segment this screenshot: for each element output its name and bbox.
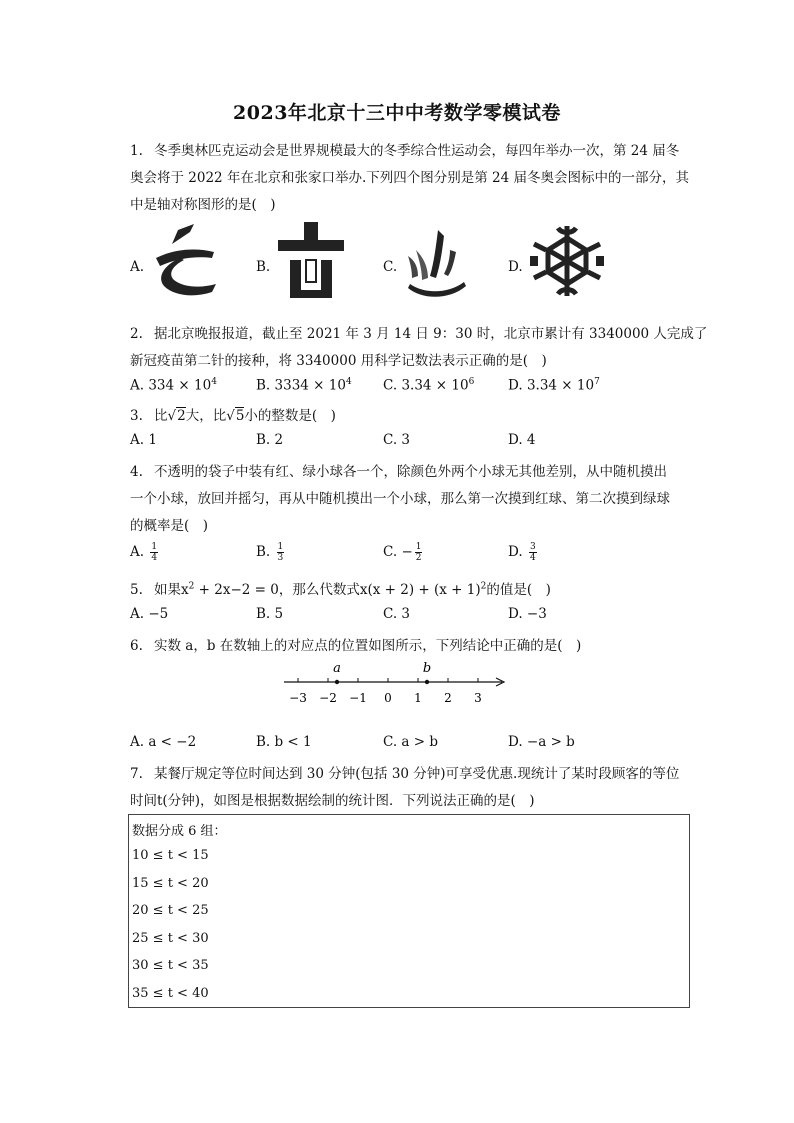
q1-option-a-label: A. xyxy=(130,259,145,275)
q1-line1 xyxy=(130,139,679,159)
q7-line1 xyxy=(130,762,679,782)
point-label-b: b xyxy=(422,661,432,676)
q7-text-1: 某餐厅规定等位时间达到 30 分钟(包括 30 分钟)可享受优惠.现统计了某时段顾客的等位 xyxy=(154,766,680,782)
q5-option-b: B. 5 xyxy=(256,606,284,622)
group-row: 30 ≤ t < 35 xyxy=(132,958,209,973)
page-title: 2023年北京十三中中考数学零模试卷 xyxy=(233,102,561,124)
q3-number: 3. xyxy=(130,408,143,424)
axis-tick-label: 1 xyxy=(414,691,422,705)
q1-line3: 中是轴对称图形的是( ) xyxy=(130,197,276,213)
q3-option-a: A. 1 xyxy=(130,432,157,448)
q4-number: 4. xyxy=(130,464,143,480)
axis-tick-label: 3 xyxy=(474,691,482,705)
q2-option-c: C. $3.34 \times 10^6$ xyxy=(383,377,475,394)
q2-number: 2. xyxy=(130,326,143,342)
q7-number: 7. xyxy=(130,766,143,782)
q1-text-1: 冬季奥林匹克运动会是世界规模最大的冬季综合性运动会，每四年举办一次，第 24 届冬 xyxy=(154,143,680,159)
q2-line2: 新冠疫苗第二针的接种，将 3340000 用科学记数法表示正确的是( ) xyxy=(130,353,547,369)
q1-option-d-label: D. xyxy=(508,259,523,275)
point-b xyxy=(425,680,429,684)
q4-line1 xyxy=(130,460,667,480)
q3-option-b: B. 2 xyxy=(256,432,284,448)
groups-heading: 数据分成 6 组： xyxy=(132,824,227,839)
q4-line2: 一个小球，放回并摇匀，再从中随机摸出一个小球，那么第一次摸到红球、第二次摸到绿球 xyxy=(130,491,670,507)
q6-option-d: D. −a > b xyxy=(508,734,575,750)
q2-option-d: D. $3.34 \times 10^7$ xyxy=(508,377,600,394)
group-row: 10 ≤ t < 15 xyxy=(132,848,209,863)
point-label-a: a xyxy=(333,661,341,676)
q4-option-d: D. $\frac{3}{4}$ xyxy=(508,542,536,563)
q4-option-a: A. $\frac{1}{4}$ xyxy=(130,542,158,563)
axis-tick-label: −2 xyxy=(319,691,337,705)
q5-option-d: D. −3 xyxy=(508,606,547,622)
number-line-figure xyxy=(280,656,510,708)
q2-text-1: 据北京晚报报道，截止至 2021 年 3 月 14 日 9：30 时，北京市累计有 3340000 人完成了 xyxy=(154,326,708,342)
sqrt-2: 2 xyxy=(177,408,186,424)
q1-figure-b-emblem-part xyxy=(276,222,346,300)
axis-tick-label: −3 xyxy=(289,691,307,705)
q5-option-a: A. −5 xyxy=(130,606,169,622)
point-a xyxy=(335,680,339,684)
data-groups-box xyxy=(128,814,690,1008)
q6-option-a: A. a < −2 xyxy=(130,734,197,750)
group-row: 20 ≤ t < 25 xyxy=(132,903,209,918)
group-row: 25 ≤ t < 30 xyxy=(132,931,209,946)
q6-number: 6. xyxy=(130,638,143,654)
q2-line1 xyxy=(130,322,707,342)
q1-figure-d-emblem-part xyxy=(528,222,606,300)
q6-line1 xyxy=(130,634,581,654)
axis-tick-label: 0 xyxy=(384,691,392,705)
group-row: 15 ≤ t < 20 xyxy=(132,876,209,891)
q5-option-c: C. 3 xyxy=(383,606,411,622)
q5-line1: 5. 如果$x^2 + 2x-2 = 0$，那么代数式$x(x + 2) + (x + 1)^2$的值是( ) xyxy=(130,581,551,598)
group-row: 35 ≤ t < 40 xyxy=(132,986,209,1001)
sqrt-5: 5 xyxy=(235,408,245,424)
q1-figure-c-emblem-part xyxy=(402,222,472,300)
q5-number: 5. xyxy=(130,582,143,598)
q6-option-b: B. b < 1 xyxy=(256,734,312,750)
axis-tick-label: −1 xyxy=(349,691,367,705)
q3-line1: 3. 比√2大，比√5小的整数是( ) xyxy=(130,408,336,424)
q1-number: 1. xyxy=(130,143,143,159)
q6-option-c: C. a > b xyxy=(383,734,439,750)
q3-option-c: C. 3 xyxy=(383,432,411,448)
q3-option-d: D. 4 xyxy=(508,432,536,448)
axis-tick-label: 2 xyxy=(444,691,452,705)
q2-option-b: B. $3334 \times 10^4$ xyxy=(256,377,352,394)
q4-option-c: C. − $\frac{1}{2}$ xyxy=(383,542,422,563)
q1-option-b-label: B. xyxy=(256,259,271,275)
q1-line2: 奥会将于 2022 年在北京和张家口举办.下列四个图分别是第 24 届冬奥会图标中的一部分，其 xyxy=(130,170,689,186)
q6-text: 实数 a，b 在数轴上的对应点的位置如图所示，下列结论中正确的是( ) xyxy=(154,638,582,654)
q1-figure-a-emblem-part xyxy=(150,222,220,300)
q4-option-b: B. $\frac{1}{3}$ xyxy=(256,542,284,563)
q4-line3: 的概率是( ) xyxy=(130,518,209,534)
q7-line2: 时间t(分钟)，如图是根据数据绘制的统计图．下列说法正确的是( ) xyxy=(130,793,535,809)
q4-text-1: 不透明的袋子中装有红、绿小球各一个，除颜色外两个小球无其他差别，从中随机摸出 xyxy=(154,464,667,480)
q2-option-a: A. $334 \times 10^4$ xyxy=(130,377,217,394)
q1-option-c-label: C. xyxy=(383,259,398,275)
